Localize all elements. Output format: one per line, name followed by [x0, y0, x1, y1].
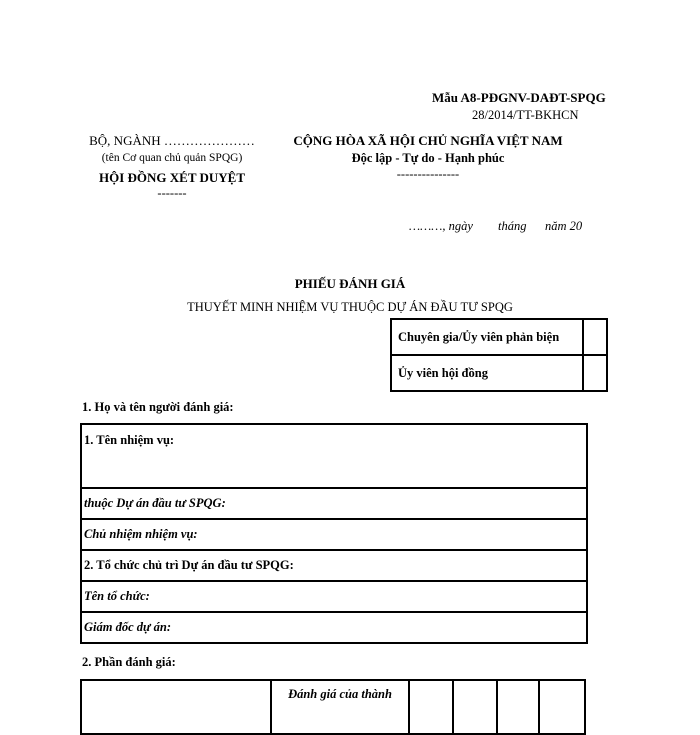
- host-org-field[interactable]: 2. Tổ chức chủ trì Dự án đầu tư SPQG:: [81, 550, 587, 581]
- evaluation-header-row: [81, 680, 585, 734]
- form-code: Mẫu A8-PĐGNV-DAĐT-SPQG: [432, 90, 606, 105]
- info-row-director: [81, 612, 587, 643]
- council-title: HỘI ĐỒNG XÉT DUYỆT: [98, 170, 246, 185]
- role-checkbox-reviewer[interactable]: [583, 319, 607, 355]
- eval-score-col-1: [409, 680, 453, 734]
- circular-number: 28/2014/TT-BKHCN: [472, 108, 579, 122]
- eval-member-header: Đánh giá của thành: [271, 680, 409, 734]
- form-title: PHIẾU ĐÁNH GIÁ: [294, 276, 406, 291]
- motto: Độc lập - Tự do - Hạnh phúc: [351, 151, 505, 165]
- eval-criteria-header: [81, 680, 271, 734]
- section2-title: 2. Phần đánh giá:: [82, 655, 176, 669]
- task-lead-field[interactable]: Chủ nhiệm nhiệm vụ:: [81, 519, 587, 550]
- right-divider: ---------------: [396, 167, 460, 181]
- evaluation-table: [80, 679, 586, 735]
- info-row-org-name: [81, 581, 587, 612]
- eval-score-col-2: [453, 680, 497, 734]
- info-row-task-name: [81, 424, 587, 488]
- date-year: năm 20: [545, 219, 583, 233]
- director-field[interactable]: Giám đốc dự án:: [81, 612, 587, 643]
- role-label-reviewer: Chuyên gia/Ủy viên phản biện: [391, 319, 583, 355]
- info-table: [80, 423, 588, 644]
- project-field[interactable]: thuộc Dự án đầu tư SPQG:: [81, 488, 587, 519]
- role-label-member: Ủy viên hội đồng: [391, 355, 583, 391]
- role-row-member: [391, 355, 607, 391]
- org-name-field[interactable]: Tên tổ chức:: [81, 581, 587, 612]
- form-subtitle: THUYẾT MINH NHIỆM VỤ THUỘC DỰ ÁN ĐẦU TƯ SPQG: [187, 300, 513, 314]
- role-checkbox-member[interactable]: [583, 355, 607, 391]
- date-place: ………, ngày: [409, 219, 473, 233]
- date-month: tháng: [498, 219, 527, 233]
- ministry-line: BỘ, NGÀNH …………………: [89, 133, 255, 148]
- info-row-task-lead: [81, 519, 587, 550]
- nation-title: CỘNG HÒA XÃ HỘI CHỦ NGHĨA VIỆT NAM: [293, 133, 563, 148]
- info-row-project: [81, 488, 587, 519]
- role-row-reviewer: [391, 319, 607, 355]
- section1-title: 1. Họ và tên người đánh giá:: [82, 400, 234, 414]
- task-name-field[interactable]: 1. Tên nhiệm vụ:: [81, 424, 587, 488]
- left-divider: -------: [157, 186, 187, 200]
- eval-score-col-3: [497, 680, 539, 734]
- eval-score-col-4: [539, 680, 585, 734]
- info-row-host-org: [81, 550, 587, 581]
- agency-line: (tên Cơ quan chủ quản SPQG): [101, 152, 243, 164]
- role-table: [390, 318, 608, 392]
